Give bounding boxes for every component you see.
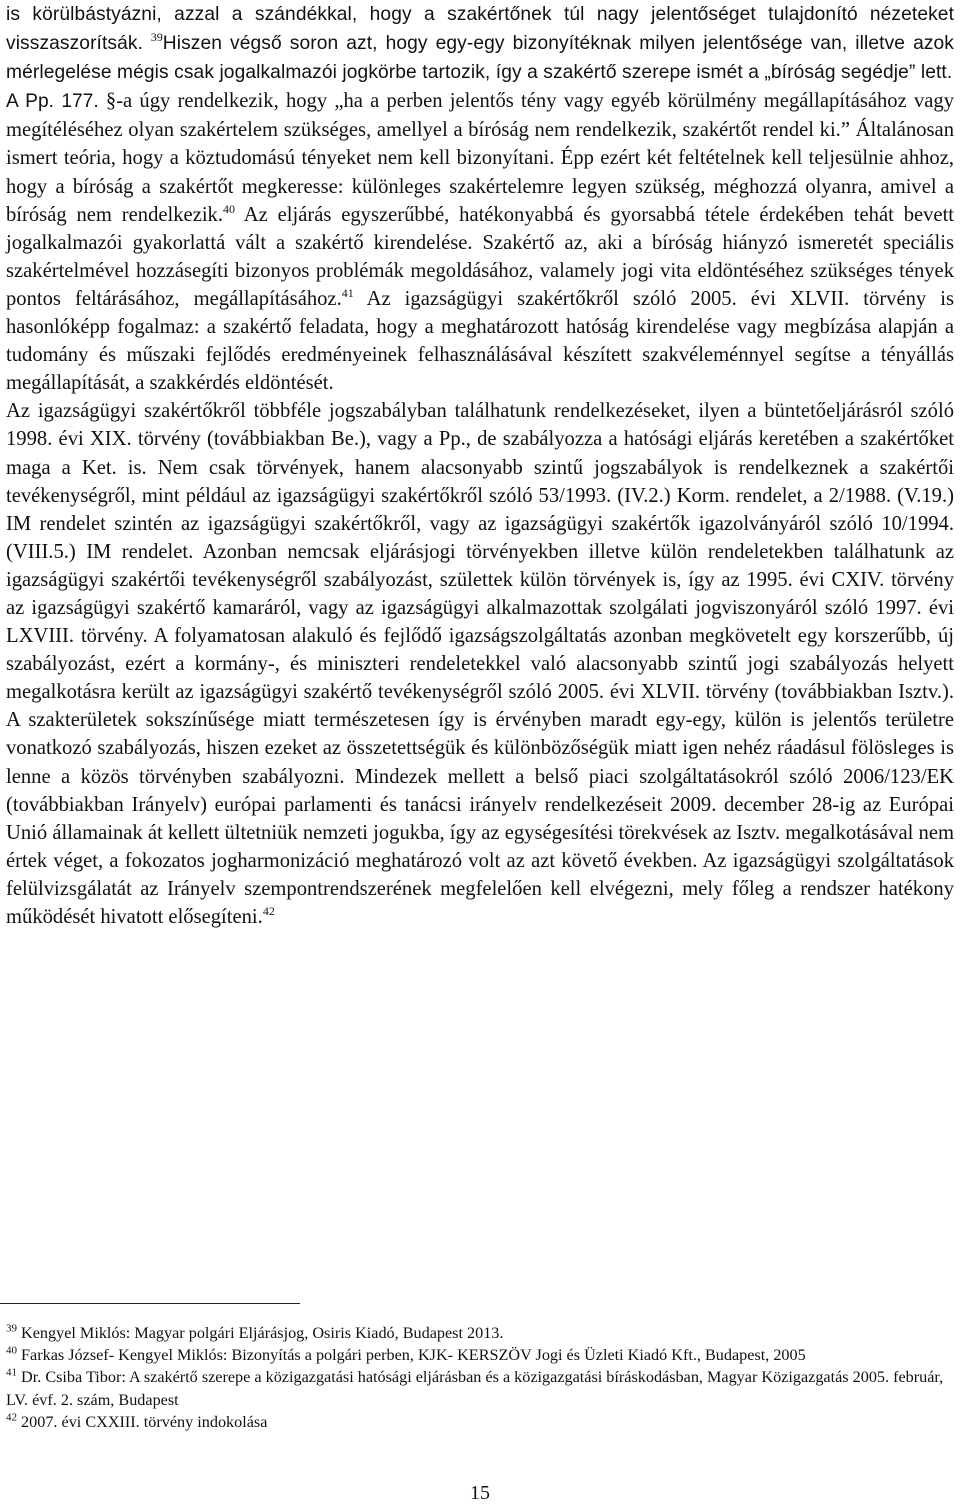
intro-text: is körülbástyázni, azzal a szándékkal, hogy a szakértőnek túl nagy jelentőséget tulajdonító xyxy=(6,4,858,25)
paragraph-2-cont: Az eljárás egyszerűbbé, hatékonyabbá és gyorsabbá tétele érdekében tehát bevett jogalkalmazói gyakorlattá vált a szakértő kirendelése. Szakértő az, aki a bíróság hiányzó ismeretét speciális szakértelmével hozzásegíti bizonyos problémák megoldásához, valamely jogi vita eldöntéséhez szükséges tények pontos feltárásához, megállapításához. xyxy=(6,203,955,310)
footnote-divider xyxy=(0,1303,300,1304)
footnote-number: 41 xyxy=(6,1367,17,1380)
footnote-number: 42 xyxy=(6,1411,17,1424)
footnote-42 xyxy=(6,1411,954,1433)
footnote-text: 2007. évi CXXIII. törvény indokolása xyxy=(21,1412,268,1431)
pp-prefix: A Pp. 177. xyxy=(6,91,99,113)
footnote-40 xyxy=(6,1344,954,1366)
footnote-text: Farkas József- Kengyel Miklós: Bizonyítás a polgári perben, KJK- KERSZÖV Jogi és Üzleti Kiadó Kft., Budapest, 2005 xyxy=(21,1346,806,1365)
footnote-text: Dr. Csiba Tibor: A szakértő szerepe a közigazgatási hatósági eljárásban és a közigazgatási bíráskodásban, Magyar Közigazgatás 2005. február, LV. évf. 2. szám, Budapest xyxy=(6,1368,944,1409)
intro-text-3: Hiszen végső soron azt, hogy egy-egy bizonyítéknak milyen jelentősége van, illetve azok mérlegelése mégis csak jogalkalmazói jogkörbe tartozik, így a szakértő szerepe ismét a „bíróság segédje” lett. xyxy=(6,33,954,84)
footnote-ref-41[interactable]: 41 xyxy=(341,286,354,301)
document-page xyxy=(6,0,954,931)
footnotes xyxy=(6,1322,954,1433)
paragraph-2 xyxy=(6,87,954,397)
page-number: 15 xyxy=(470,1482,490,1504)
footnote-ref-39[interactable]: 39 xyxy=(150,30,163,45)
body-text xyxy=(6,0,954,931)
paragraph-1 xyxy=(6,0,954,87)
footnote-39 xyxy=(6,1322,954,1344)
intro-text-2: nézeteket visszaszorítsák. xyxy=(6,4,954,55)
pp-quote: §-a úgy rendelkezik, hogy „ha a perben jelentős tény vagy egyéb körülmény megállapításához vagy megítéléséhez olyan szakértelem szükséges, amellyel a bíróság nem rendelkezik, szakértőt rendel ki.” Általánosan ismert teória, hogy a köztudomású tényeket nem kell bizonyítani. Épp ezért két feltételnek kell teljesülnie ahhoz, hogy a bíróság a szakértőt megkeresse: különleges szakértelemre legyen szükség, méghozzá olyanra, amivel a bíróság nem rendelkezik. xyxy=(6,90,954,226)
footnote-41 xyxy=(6,1366,954,1410)
paragraph-3 xyxy=(6,397,954,931)
paragraph-3-text: Az igazságügyi szakértőkről többféle jogszabályban találhatunk rendelkezéseket, ilyen a büntetőeljárásról szóló 1998. évi XIX. törvény (továbbiakban Be.), vagy a Pp., de szabályozza a hatósági eljárás keretében a szakértőket maga a Ket. is. Nem csak törvények, hanem alacsonyabb szintű jogszabályok is rendelkeznek a szakértői tevékenységről, mint például az igazságügyi szakértőkről szóló 53/1993. (IV.2.) Korm. rendelet, a 2/1988. (V.19.) IM rendelet szintén az igazságügyi szakértőkről, vagy az igazságügyi szakértők igazolványáról szóló 10/1994. (VIII.5.) IM rendelet. Azonban nemcsak eljárásjogi törvényekben illetve külön rendeletekben találhatunk az igazságügyi szakértői tevékenységről szabályozást, születtek külön törvények is, így az 1995. évi CXIV. törvény az igazságügyi szakértő kamaráról, vagy az igazságügyi alkalmazottak szolgálati jogviszonyáról szóló 1997. évi LXVIII. törvény. A folyamatosan alakuló és fejlődő igazságszolgáltatás azonban megkövetelt egy korszerűbb, új szabályozást, ezért a kormány-, és miniszteri rendeletekkel való alacsonyabb szintű jogi szabályozás helyett megalkotásra került az igazságügyi szakértő tevékenységről szóló 2005. évi XLVII. törvény (továbbiakban Isztv.). A szakterületek sokszínűsége miatt természetesen így is érvényben maradt egy-egy, külön is jelentős területre vonatkozó szabályozás, hiszen ezeket az összetettségük és különbözőségük miatt igen nehéz ráadásul fölösleges is lenne a közös törvényben szabályozni. Mindezek mellett a belső piaci szolgáltatásokról szóló 2006/123/EK (továbbiakban Irányelv) európai parlamenti és tanácsi irányelv rendelkezéseit 2009. december 28-ig az Európai Unió államainak át kellett ültetniük nemzeti jogukba, így az egységesítési törekvések az Isztv. megalkotásával nem értek véget, a fokozatos jogharmonizáció meghatározó volt az azt követő években. Az igazságügyi szolgáltatások felülvizsgálatát az Irányelv szempontrendszerének megfelelően kell elvégezni, mely főleg a rendszer hatékony működését hivatott elősegíteni. xyxy=(6,400,954,928)
footnote-number: 39 xyxy=(6,1322,17,1335)
paragraph-2-end: Az igazságügyi szakértőkről szóló 2005. évi XLVII. törvény is hasonlóképp fogalmaz: a szakértő feladata, hogy a meghatározott hatóság kirendelése vagy megbízása alapján a tudomány és műszaki fejlődés eredményeinek felhasználásával készített szakvéleménnyel segítse a tényállás megállapítását, a szakkérdés eldöntését. xyxy=(6,287,954,395)
footnote-text: Kengyel Miklós: Magyar polgári Eljárásjog, Osiris Kiadó, Budapest 2013. xyxy=(21,1324,504,1342)
footnote-ref-40[interactable]: 40 xyxy=(223,201,236,216)
footnote-ref-42[interactable]: 42 xyxy=(262,904,275,919)
footnote-number: 40 xyxy=(6,1344,17,1357)
